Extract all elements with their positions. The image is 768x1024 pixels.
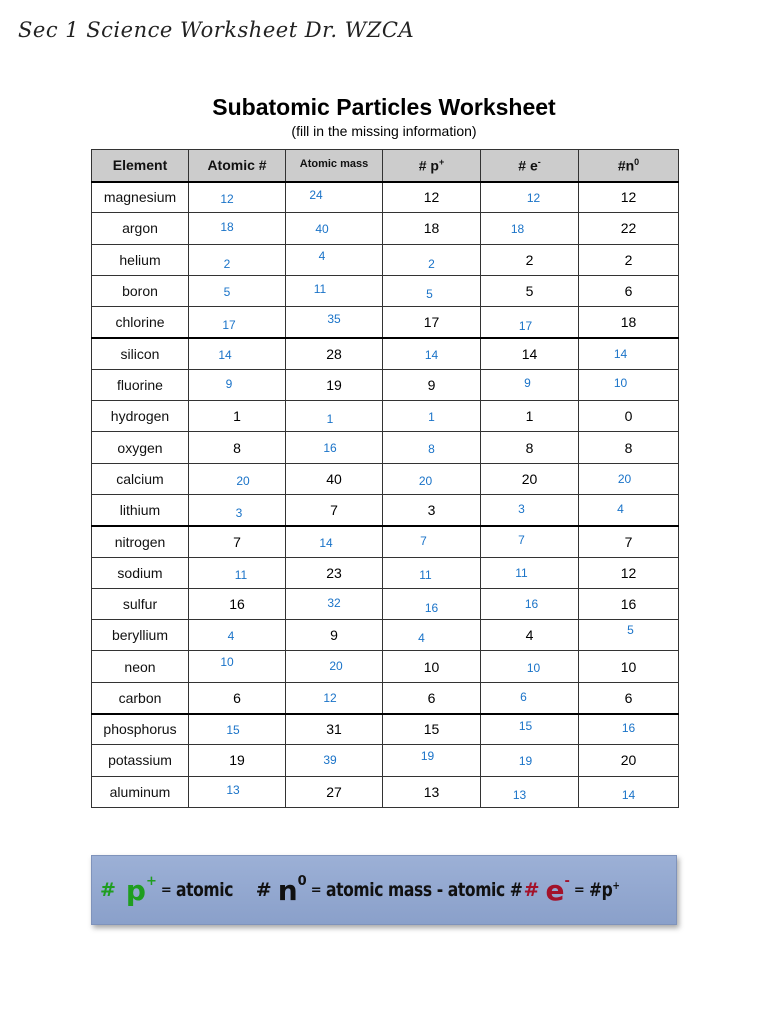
cell-element: sulfur (92, 588, 189, 619)
cell-atomic-mass (286, 682, 383, 713)
given-value: 9 (330, 627, 338, 644)
cell-neutrons (579, 213, 679, 244)
handwritten-answer: 16 (323, 440, 337, 455)
cell-atomic-number (189, 526, 286, 557)
given-value: 8 (233, 439, 241, 456)
given-value: 17 (423, 314, 440, 331)
handwritten-answer: 20 (329, 658, 343, 673)
given-value: 1 (525, 408, 534, 425)
cell-element: argon (92, 213, 189, 244)
cell-element: chlorine (92, 307, 189, 338)
handwritten-answer: 10 (526, 660, 541, 675)
cell-protons (383, 307, 481, 338)
cell-protons (383, 213, 481, 244)
given-value: 9 (427, 376, 436, 393)
cell-protons (383, 275, 481, 306)
cell-atomic-mass (286, 651, 383, 682)
equals-2: = (310, 882, 322, 898)
worksheet-title: Subatomic Particles Worksheet (212, 94, 556, 120)
hash-electrons: # (523, 879, 540, 901)
handwritten-answer: 7 (420, 533, 427, 548)
cell-protons (383, 714, 481, 745)
handwritten-answer: 12 (526, 191, 541, 206)
col-atomic-mass: Atomic mass (286, 150, 383, 182)
cell-atomic-mass (286, 244, 383, 275)
table-row (92, 182, 679, 213)
cell-element: carbon (92, 682, 189, 713)
cell-neutrons (579, 401, 679, 432)
handwritten-answer: 19 (518, 754, 533, 769)
cell-atomic-number (189, 338, 286, 369)
cell-atomic-mass (286, 557, 383, 588)
cell-atomic-number (189, 776, 286, 807)
handwritten-answer: 13 (226, 782, 240, 797)
handwritten-answer: 4 (227, 629, 235, 644)
cell-element: boron (92, 275, 189, 306)
cell-neutrons (579, 557, 679, 588)
handwritten-answer: 6 (520, 689, 527, 704)
cell-electrons (481, 182, 579, 213)
handwritten-answer: 5 (426, 287, 433, 302)
cell-atomic-number (189, 275, 286, 306)
given-value: 16 (229, 596, 245, 612)
given-value: 20 (521, 470, 538, 487)
neutron-formula: atomic mass - atomic # (325, 879, 523, 901)
cell-element: nitrogen (92, 526, 189, 557)
cell-electrons (481, 745, 579, 776)
electron-symbol: e- (545, 873, 570, 907)
handwritten-answer: 20 (418, 473, 433, 488)
cell-atomic-mass (286, 401, 383, 432)
cell-atomic-number (189, 307, 286, 338)
handwritten-answer: 11 (313, 282, 327, 297)
table-row (92, 369, 679, 400)
given-value: 13 (423, 783, 440, 800)
handwritten-answer: 2 (223, 256, 231, 271)
cell-neutrons (579, 494, 679, 525)
cell-element: beryllium (92, 620, 189, 651)
given-value: 19 (326, 376, 342, 393)
equals-3: = (573, 882, 585, 898)
given-value: 31 (326, 721, 342, 738)
cell-electrons (481, 776, 579, 807)
handwritten-answer: 20 (617, 471, 632, 486)
given-value: 6 (624, 283, 633, 300)
given-value: 12 (620, 564, 637, 581)
cell-neutrons (579, 182, 679, 213)
cell-neutrons (579, 463, 679, 494)
cell-neutrons (579, 714, 679, 745)
cell-atomic-mass (286, 182, 383, 213)
cell-atomic-mass (286, 745, 383, 776)
cell-electrons (481, 682, 579, 713)
cell-protons (383, 182, 481, 213)
table-row (92, 307, 679, 338)
table-row (92, 745, 679, 776)
cell-protons (383, 745, 481, 776)
cell-neutrons (579, 275, 679, 306)
cell-neutrons (579, 651, 679, 682)
col-protons: # p+ (383, 150, 481, 182)
handwritten-answer: 5 (223, 285, 231, 300)
given-value: 18 (423, 220, 440, 237)
cell-atomic-mass (286, 275, 383, 306)
cell-protons (383, 526, 481, 557)
cell-electrons (481, 526, 579, 557)
cell-element: lithium (92, 494, 189, 525)
cell-element: oxygen (92, 432, 189, 463)
hash-neutrons: # (255, 879, 272, 901)
table-row (92, 620, 679, 651)
cell-atomic-mass (286, 526, 383, 557)
cell-element: helium (92, 244, 189, 275)
col-electrons: # e- (481, 150, 579, 182)
cell-atomic-number (189, 651, 286, 682)
handwritten-answer: 14 (613, 346, 628, 361)
handwritten-answer: 14 (424, 347, 439, 362)
handwritten-answer: 4 (318, 248, 326, 263)
given-value: 27 (326, 783, 342, 800)
table-row (92, 526, 679, 557)
table-row (92, 557, 679, 588)
cell-atomic-mass (286, 714, 383, 745)
table-row (92, 463, 679, 494)
cell-neutrons (579, 338, 679, 369)
cell-protons (383, 369, 481, 400)
handwritten-header: Sec 1 Science Worksheet Dr. WZCA (18, 18, 415, 42)
hash-protons: # (100, 879, 116, 901)
cell-atomic-mass (286, 307, 383, 338)
table-row (92, 275, 679, 306)
cell-atomic-mass (286, 588, 383, 619)
cell-protons (383, 244, 481, 275)
given-value: 20 (620, 752, 637, 769)
cell-neutrons (579, 588, 679, 619)
cell-protons (383, 338, 481, 369)
handwritten-answer: 12 (323, 690, 337, 705)
given-value: 8 (525, 439, 534, 456)
handwritten-answer: 4 (418, 631, 425, 646)
cell-atomic-number (189, 620, 286, 651)
given-value: 1 (233, 408, 241, 425)
cell-electrons (481, 463, 579, 494)
cell-electrons (481, 588, 579, 619)
given-value: 19 (229, 752, 245, 769)
handwritten-answer: 2 (428, 256, 435, 271)
equals-1: = (160, 882, 172, 898)
given-value: 3 (427, 501, 436, 518)
cell-atomic-number (189, 463, 286, 494)
handwritten-answer: 11 (515, 565, 528, 580)
cell-atomic-number (189, 369, 286, 400)
cell-neutrons (579, 244, 679, 275)
cell-protons (383, 401, 481, 432)
given-value: 4 (525, 627, 534, 644)
table-row (92, 244, 679, 275)
handwritten-answer: 12 (220, 192, 234, 207)
cell-atomic-mass (286, 213, 383, 244)
handwritten-answer: 40 (315, 222, 329, 237)
cell-electrons (481, 494, 579, 525)
handwritten-answer: 19 (420, 749, 435, 764)
handwritten-answer: 15 (226, 723, 240, 738)
cell-protons (383, 776, 481, 807)
handwritten-answer: 18 (220, 220, 234, 235)
cell-electrons (481, 213, 579, 244)
cell-protons (383, 620, 481, 651)
cell-protons (383, 557, 481, 588)
cell-atomic-mass (286, 776, 383, 807)
cell-electrons (481, 307, 579, 338)
handwritten-answer: 9 (524, 375, 531, 390)
handwritten-answer: 14 (621, 787, 636, 802)
cell-protons (383, 588, 481, 619)
proton-formula: atomic (175, 879, 233, 901)
handwritten-answer: 17 (518, 319, 533, 334)
handwritten-answer: 3 (518, 501, 525, 516)
worksheet-subtitle: (fill in the missing information) (291, 123, 477, 139)
handwritten-answer: 16 (524, 597, 539, 611)
table-row (92, 588, 679, 619)
given-value: 8 (624, 439, 633, 456)
given-value: 5 (525, 283, 534, 300)
given-value: 14 (521, 345, 538, 362)
cell-atomic-number (189, 401, 286, 432)
cell-element: aluminum (92, 776, 189, 807)
handwritten-answer: 9 (225, 376, 233, 391)
given-value: 18 (620, 314, 637, 331)
cell-element: sodium (92, 557, 189, 588)
cell-protons (383, 682, 481, 713)
handwritten-answer: 7 (518, 532, 525, 547)
cell-neutrons (579, 620, 679, 651)
handwritten-answer: 10 (613, 375, 628, 390)
cell-atomic-mass (286, 338, 383, 369)
cell-atomic-number (189, 494, 286, 525)
cell-atomic-mass (286, 463, 383, 494)
handwritten-answer: 32 (327, 596, 341, 610)
given-value: 10 (423, 658, 440, 675)
electron-formula: #p+ (588, 878, 620, 902)
table-row (92, 338, 679, 369)
cell-neutrons (579, 432, 679, 463)
given-value: 2 (624, 251, 633, 268)
handwritten-answer: 15 (518, 719, 533, 734)
cell-element: neon (92, 651, 189, 682)
table-body (92, 182, 679, 808)
cell-element: fluorine (92, 369, 189, 400)
handwritten-answer: 4 (617, 501, 624, 516)
cell-neutrons (579, 369, 679, 400)
cell-atomic-mass (286, 620, 383, 651)
cell-protons (383, 463, 481, 494)
cell-element: silicon (92, 338, 189, 369)
given-value: 23 (326, 564, 342, 581)
cell-electrons (481, 714, 579, 745)
given-value: 15 (423, 721, 440, 738)
cell-element: potassium (92, 745, 189, 776)
cell-neutrons (579, 526, 679, 557)
handwritten-answer: 11 (419, 567, 432, 582)
cell-protons (383, 432, 481, 463)
cell-atomic-mass (286, 369, 383, 400)
col-neutrons: $\#n^0$ (579, 150, 679, 182)
table-row (92, 213, 679, 244)
cell-element: phosphorus (92, 714, 189, 745)
handwritten-answer: 11 (234, 567, 248, 582)
col-atomic-number: Atomic # (189, 150, 286, 182)
handwritten-answer: 3 (235, 505, 243, 520)
handwritten-answer: 14 (218, 347, 232, 362)
table-row (92, 401, 679, 432)
cell-protons (383, 494, 481, 525)
cell-atomic-number (189, 244, 286, 275)
cell-electrons (481, 557, 579, 588)
cell-atomic-number (189, 182, 286, 213)
cell-neutrons (579, 682, 679, 713)
handwritten-answer: 5 (627, 623, 634, 638)
cell-electrons (481, 401, 579, 432)
table-row (92, 776, 679, 807)
formula-banner (91, 855, 677, 925)
cell-electrons (481, 651, 579, 682)
given-value: 6 (427, 689, 436, 706)
given-value: 2 (525, 251, 534, 268)
proton-symbol: p+ (125, 873, 157, 907)
given-value: 7 (233, 533, 241, 550)
cell-atomic-number (189, 213, 286, 244)
cell-atomic-number (189, 588, 286, 619)
given-value: 12 (620, 189, 637, 206)
cell-neutrons (579, 776, 679, 807)
cell-electrons (481, 369, 579, 400)
cell-neutrons (579, 307, 679, 338)
handwritten-answer: 17 (222, 318, 236, 333)
cell-atomic-mass (286, 432, 383, 463)
cell-atomic-mass (286, 494, 383, 525)
cell-element: hydrogen (92, 401, 189, 432)
handwritten-answer: 10 (220, 654, 234, 669)
cell-neutrons (579, 745, 679, 776)
table-row (92, 432, 679, 463)
cell-atomic-number (189, 682, 286, 713)
handwritten-answer: 1 (428, 410, 435, 425)
handwritten-answer: 35 (327, 312, 341, 327)
given-value: 40 (326, 470, 342, 487)
handwritten-answer: 39 (323, 753, 337, 768)
col-element: Element (92, 150, 189, 182)
cell-element: magnesium (92, 182, 189, 213)
cell-atomic-number (189, 557, 286, 588)
given-value: 22 (620, 220, 637, 237)
table-row (92, 714, 679, 745)
given-value: 7 (624, 533, 633, 550)
given-value: 16 (620, 596, 637, 612)
cell-electrons (481, 275, 579, 306)
handwritten-answer: 18 (510, 222, 525, 237)
cell-protons (383, 651, 481, 682)
neutron-symbol: $n^0$ (277, 873, 307, 907)
cell-electrons (481, 432, 579, 463)
particles-table (91, 149, 679, 808)
cell-electrons (481, 620, 579, 651)
table-row (92, 682, 679, 713)
given-value: 28 (326, 345, 342, 362)
cell-electrons (481, 338, 579, 369)
handwritten-answer: 16 (621, 721, 636, 736)
cell-element: calcium (92, 463, 189, 494)
given-value: 10 (620, 658, 637, 675)
handwritten-answer: 14 (319, 535, 333, 550)
handwritten-answer: 8 (428, 441, 435, 456)
given-value: 7 (330, 501, 338, 518)
given-value: 6 (624, 689, 633, 706)
handwritten-answer: 16 (424, 601, 439, 615)
cell-atomic-number (189, 745, 286, 776)
table-row (92, 651, 679, 682)
handwritten-answer: 20 (236, 473, 250, 488)
cell-atomic-number (189, 432, 286, 463)
cell-atomic-number (189, 714, 286, 745)
given-value: 6 (233, 689, 241, 706)
given-value: 0 (624, 408, 633, 425)
handwritten-answer: 13 (512, 787, 527, 802)
table-row (92, 494, 679, 525)
given-value: 12 (423, 189, 440, 206)
cell-electrons (481, 244, 579, 275)
handwritten-answer: 1 (326, 412, 334, 427)
table-header-row (92, 150, 679, 182)
handwritten-answer: 24 (309, 188, 323, 203)
